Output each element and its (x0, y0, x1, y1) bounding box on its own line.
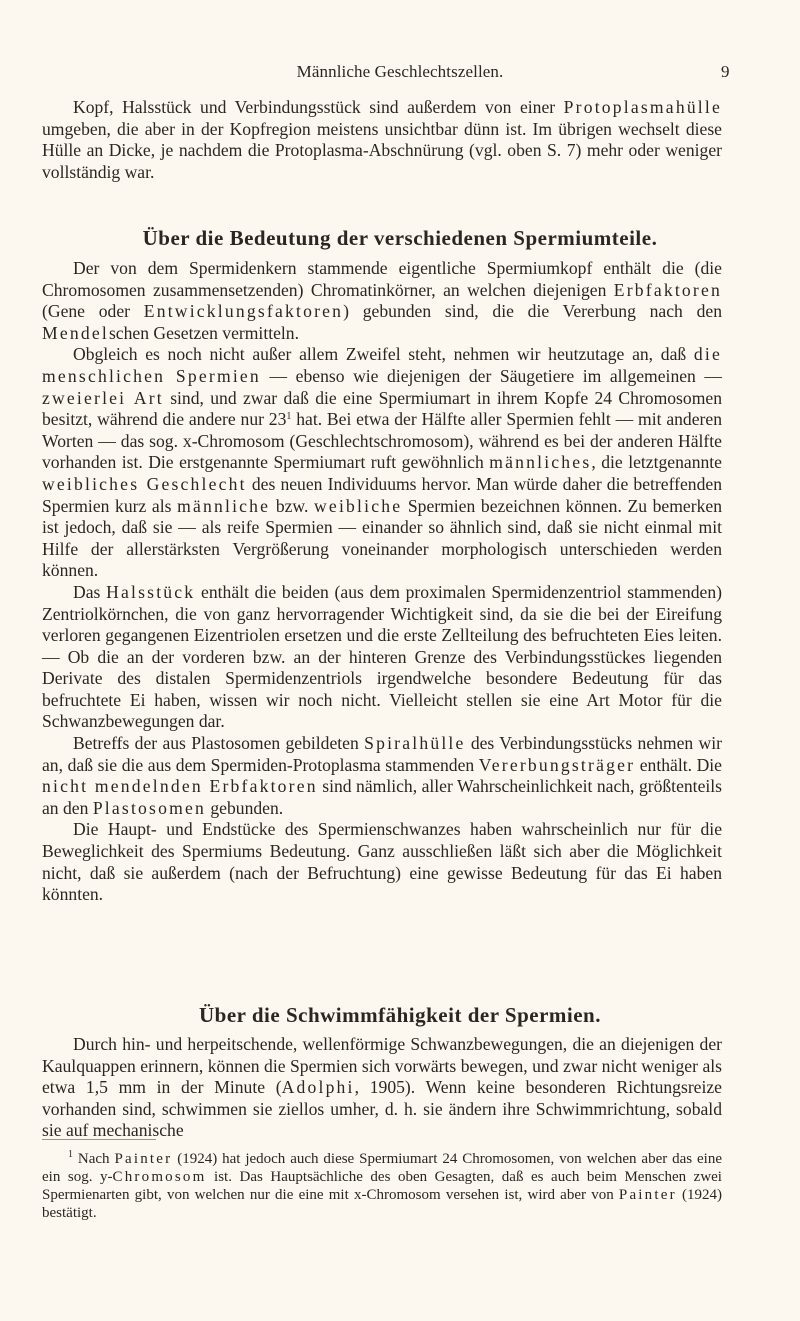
paragraph (42, 819, 722, 905)
text: , 1905). Wenn keine besonderen Richtungsreize vorhanden sind, schwimmen sie ziellos umher, d. h. sie ändern ihre Schwimmrichtung, sobald sie auf mechanische (42, 1077, 722, 1141)
text: Kopf, Halsstück und Verbindungsstück sind außerdem von einer (73, 97, 564, 117)
spaced-term: zweierlei Art (42, 387, 164, 408)
spaced-term: Protoplasmahülle (563, 97, 722, 117)
text: ist. Das Hauptsächliche des oben Gesagten, daß es auch beim Menschen zwei Spermienarten gibt, von welchen nur die eine mit x-Chromosom versehen ist, wird aber von (42, 1169, 722, 1203)
spaced-term: weibliche (314, 495, 403, 516)
section-2-text (42, 1034, 722, 1142)
spaced-term: Entwicklungsfaktoren (143, 301, 344, 322)
text: , die letztgenannte (591, 452, 722, 473)
text: (1924) bestätigt. (42, 1187, 722, 1221)
spaced-term: Spiralhülle (364, 733, 466, 754)
footnote-marker[interactable]: 1 (286, 411, 292, 423)
paragraph (42, 582, 722, 733)
text: Der von dem Spermidenkern stammende eigentliche Spermiumkopf enthält die (die Chromosomen zusammensetzenden) Chromatinkörner, an welchen diejenigen (42, 258, 722, 300)
spaced-term: die menschlichen Spermien (42, 344, 722, 386)
text: (1924) hat jedoch auch diese Spermiumart 24 Chromosomen, von welchen aber das eine ein sog. y- (42, 1151, 722, 1185)
running-head-title: Männliche Geschlechtszellen. (296, 62, 504, 81)
text: des neuen Individuums hervor. Man würde daher die betreffenden Spermien kurz als (42, 473, 722, 516)
spaced-term: männliches (489, 452, 592, 473)
text: des Verbindungsstücks nehmen wir an, daß sie die aus dem Spermiden-Protoplasma stammenden (42, 733, 722, 775)
paragraph (42, 344, 722, 582)
text: ) gebunden sind, die die Vererbung nach den (343, 301, 722, 322)
text: enthält die beiden (aus dem proximalen Spermidenzentriol stammenden) Zentriolkörnchen, die von ganz hervorragender Wichtigkeit sind, da sie die bei der Eireifung verloren gegangenen Eizentriolen ersetzen und die erste Zellteilung des befruchteten Eies leiten. — Ob die an der vorderen bzw. an der hinteren Grenze des Verbindungsstückes liegenden Derivate des distalen Spermidenzentriols irgendwelche besondere Bedeutung für das befruchtete Ei haben, wissen wir noch nicht. Vielleicht stellen sie eine Art Motor für die Schwanzbewegungen dar. (42, 581, 722, 732)
text: — ebenso wie diejenigen der Säugetiere im allgemeinen — (260, 365, 723, 386)
intro-text-block (42, 97, 722, 183)
text: Durch hin- und herpeitschende, wellenförmige Schwanzbewegungen, die an diejenigen der Kaulquappen erinnern, können die Spermien sich vorwärts bewegen, und zwar nicht weniger als etwa 1,5 mm in der Minute ( (42, 1034, 722, 1098)
text: sind, und zwar daß die eine Spermiumart in ihrem Kopfe 24 Chromosomen besitzt, während die andere nur 23 (42, 387, 722, 430)
text: Betreffs der aus Plastosomen gebildeten (73, 733, 365, 754)
text: Das (73, 581, 107, 602)
page-number: 9 (721, 62, 730, 81)
paragraph (42, 97, 722, 183)
footnote (42, 1150, 722, 1222)
text: Spermien bezeichnen können. Zu bemerken ist jedoch, daß sie — als reife Spermien — einander so ähnlich sind, daß sie nicht einmal mit Hilfe der allerstärksten Vergrößerung voneinander morphologisch unterschieden werden können. (42, 495, 722, 581)
text: Die Haupt- und Endstücke des Spermienschwanzes haben wahrscheinlich nur für die Beweglichkeit des Spermiums Bedeutung. Ganz ausschließen läßt sich aber die Möglichkeit nicht, daß sie außerdem (nach der Befruchtung) eine gewisse Bedeutung für das Ei haben könnten. (42, 819, 722, 905)
section-1-text (42, 258, 722, 906)
spaced-term: Halsstück (106, 581, 196, 602)
paragraph (42, 733, 722, 819)
author-name: Painter (114, 1151, 173, 1167)
text: bzw. (270, 495, 315, 516)
footnote-divider (42, 1139, 156, 1140)
spaced-term: Chromosom (112, 1169, 207, 1185)
paragraph (42, 1034, 722, 1142)
text: gebunden. (205, 797, 284, 818)
footnotes (42, 1150, 722, 1222)
text: (Gene oder (42, 301, 144, 322)
spaced-term: männliche (177, 495, 271, 516)
paragraph (42, 258, 722, 344)
author-name: Mendel (42, 322, 109, 343)
spaced-term: Plastosomen (92, 797, 206, 818)
spaced-term: Vererbungsträger (478, 754, 636, 775)
text: schen Gesetzen vermitteln. (108, 322, 299, 343)
text: hat. Bei etwa der Hälfte aller Spermien fehlt — mit anderen Worten — das sog. x-Chromosom (Geschlechtschromosom), während es bei der anderen Hälfte vorhanden ist. Die erstgenannte Spermiumart ruft gewöhnlich (42, 409, 722, 473)
spaced-term: Erbfaktoren (613, 279, 722, 300)
spaced-term: weibliches Geschlecht (42, 473, 247, 494)
spaced-term: nicht mendelnden Erbfaktoren (42, 776, 318, 797)
text: enthält. Die (635, 754, 722, 775)
text: Nach (73, 1151, 115, 1167)
footnote-number: 1 (68, 1149, 73, 1160)
text: Obgleich es noch nicht außer allem Zweifel steht, nehmen wir heutzutage an, daß (73, 344, 694, 365)
text: sind nämlich, aller Wahrscheinlichkeit nach, größtenteils an den (42, 776, 723, 818)
author-name: Painter (618, 1187, 677, 1203)
author-name: Adolphi (281, 1077, 355, 1098)
text: umgeben, die aber in der Kopfregion meistens unsichtbar dünn ist. Im übrigen wechselt diese Hülle an Dicke, je nachdem die Protoplasma-Abschnürung (vgl. oben S. 7) mehr oder weniger vollständig war. (42, 118, 722, 182)
section-heading: Über die Bedeutung der verschiedenen Spermiumteile. (142, 226, 658, 250)
section-heading: Über die Schwimmfähigkeit der Spermien. (199, 1003, 601, 1027)
